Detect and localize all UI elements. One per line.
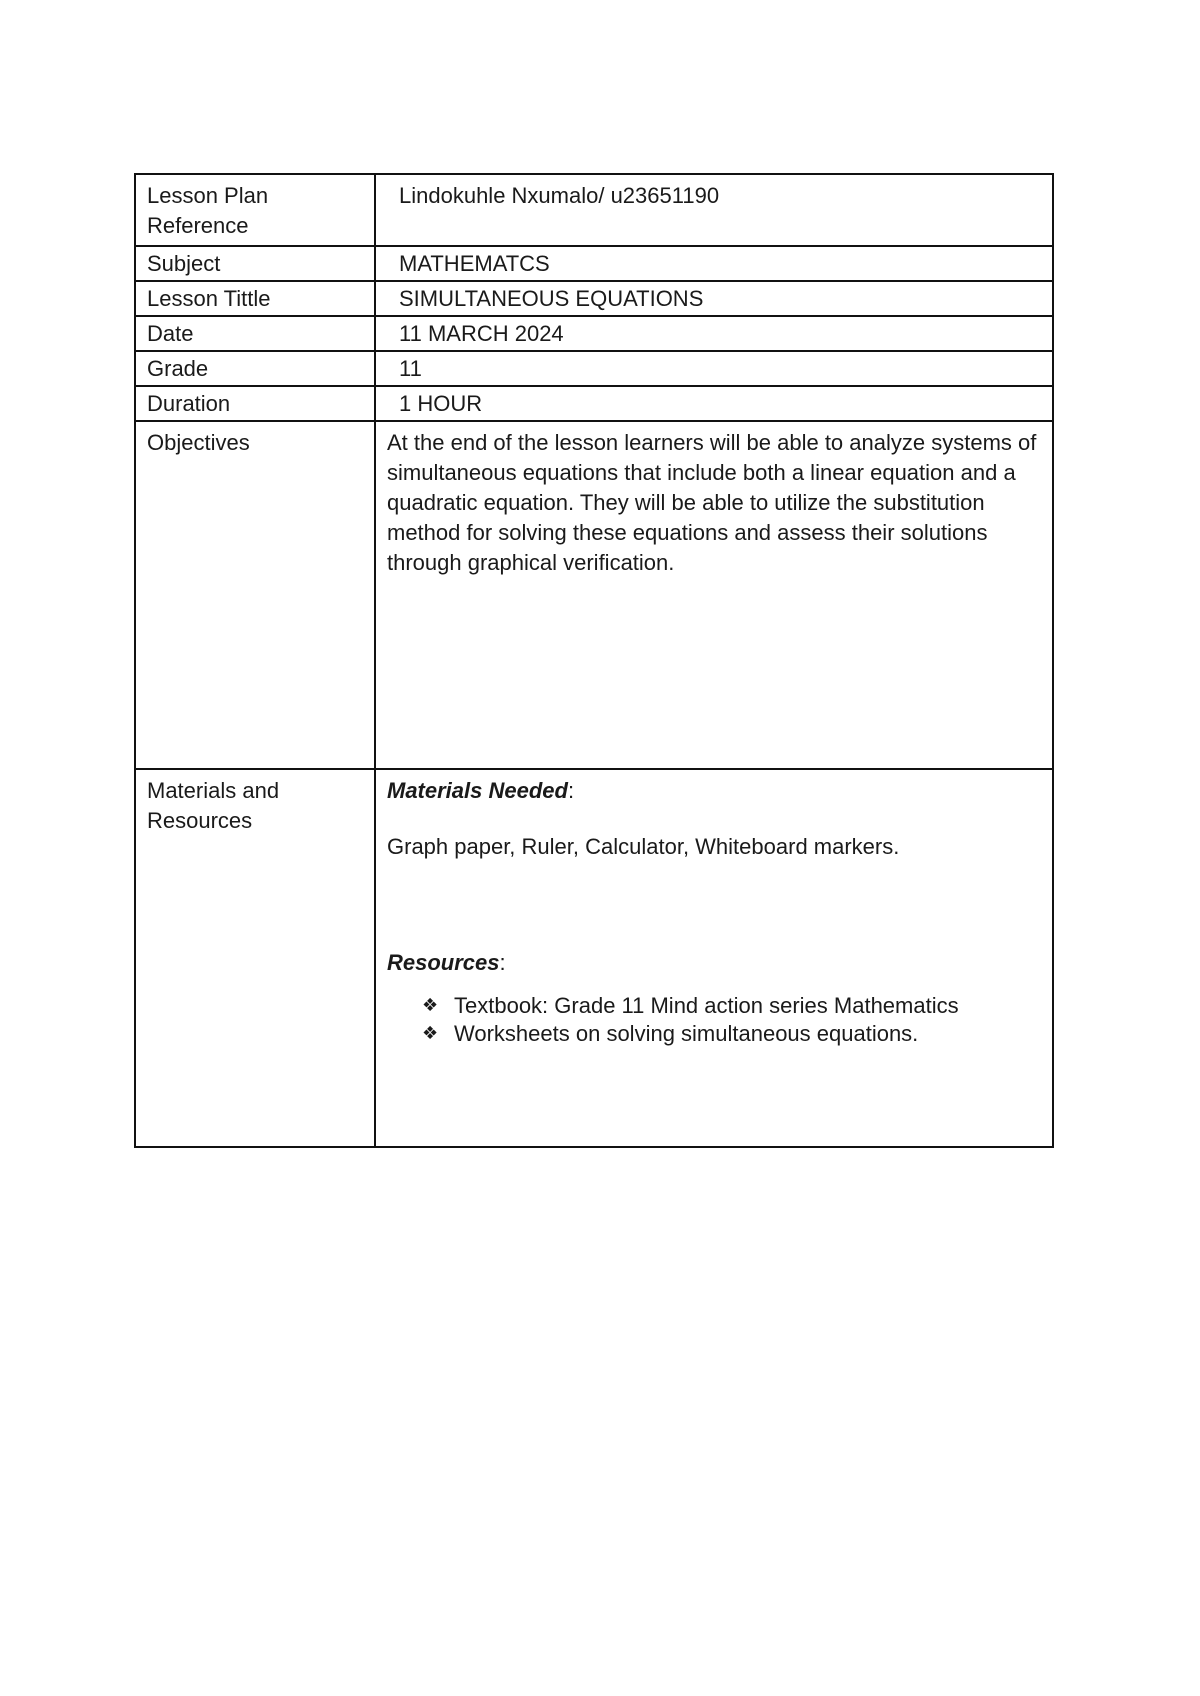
reference-value: Lindokuhle Nxumalo/ u23651190 xyxy=(375,174,1053,246)
objectives-text: At the end of the lesson learners will be able to analyze systems of simultaneous equations that include both a linear equation and a quadratic equation. They will be able to utilize the substitution method for solving these equations and assess their solutions through graphical verification. xyxy=(387,430,1037,575)
reference-label: Lesson Plan Reference xyxy=(135,174,375,246)
title-value: SIMULTANEOUS EQUATIONS xyxy=(375,281,1053,316)
duration-label: Duration xyxy=(135,386,375,421)
resource-item-text: Worksheets on solving simultaneous equations. xyxy=(454,1021,919,1046)
title-row xyxy=(135,281,1053,316)
resources-list xyxy=(387,992,1042,1048)
resources-heading-line: Resources: xyxy=(387,950,506,975)
grade-value: 11 xyxy=(375,351,1053,386)
materials-row xyxy=(135,769,1053,1147)
objectives-cell xyxy=(375,421,1053,769)
grade-row xyxy=(135,351,1053,386)
subject-value: MATHEMATCS xyxy=(375,246,1053,281)
diamond-bullet-icon: ❖ xyxy=(422,995,439,1016)
title-label: Lesson Tittle xyxy=(135,281,375,316)
materials-needed-heading-line: Materials Needed: xyxy=(387,778,575,803)
grade-label: Grade xyxy=(135,351,375,386)
materials-needed-heading: Materials Needed xyxy=(387,778,568,803)
materials-cell xyxy=(375,769,1053,1147)
date-label: Date xyxy=(135,316,375,351)
subject-label: Subject xyxy=(135,246,375,281)
duration-row xyxy=(135,386,1053,421)
list-item xyxy=(422,1020,1042,1048)
objectives-label: Objectives xyxy=(135,421,375,769)
diamond-bullet-icon: ❖ xyxy=(422,1023,439,1044)
duration-value: 1 HOUR xyxy=(375,386,1053,421)
date-value: 11 MARCH 2024 xyxy=(375,316,1053,351)
materials-needed-text: Graph paper, Ruler, Calculator, Whiteboard markers. xyxy=(387,834,900,859)
list-item xyxy=(422,992,1042,1020)
materials-label: Materials and Resources xyxy=(135,769,375,1147)
reference-row xyxy=(135,174,1053,246)
subject-row xyxy=(135,246,1053,281)
date-row xyxy=(135,316,1053,351)
objectives-row xyxy=(135,421,1053,769)
resources-heading: Resources xyxy=(387,950,500,975)
resource-item-text: Textbook: Grade 11 Mind action series Mathematics xyxy=(454,993,959,1018)
lesson-plan-table xyxy=(134,173,1054,1148)
